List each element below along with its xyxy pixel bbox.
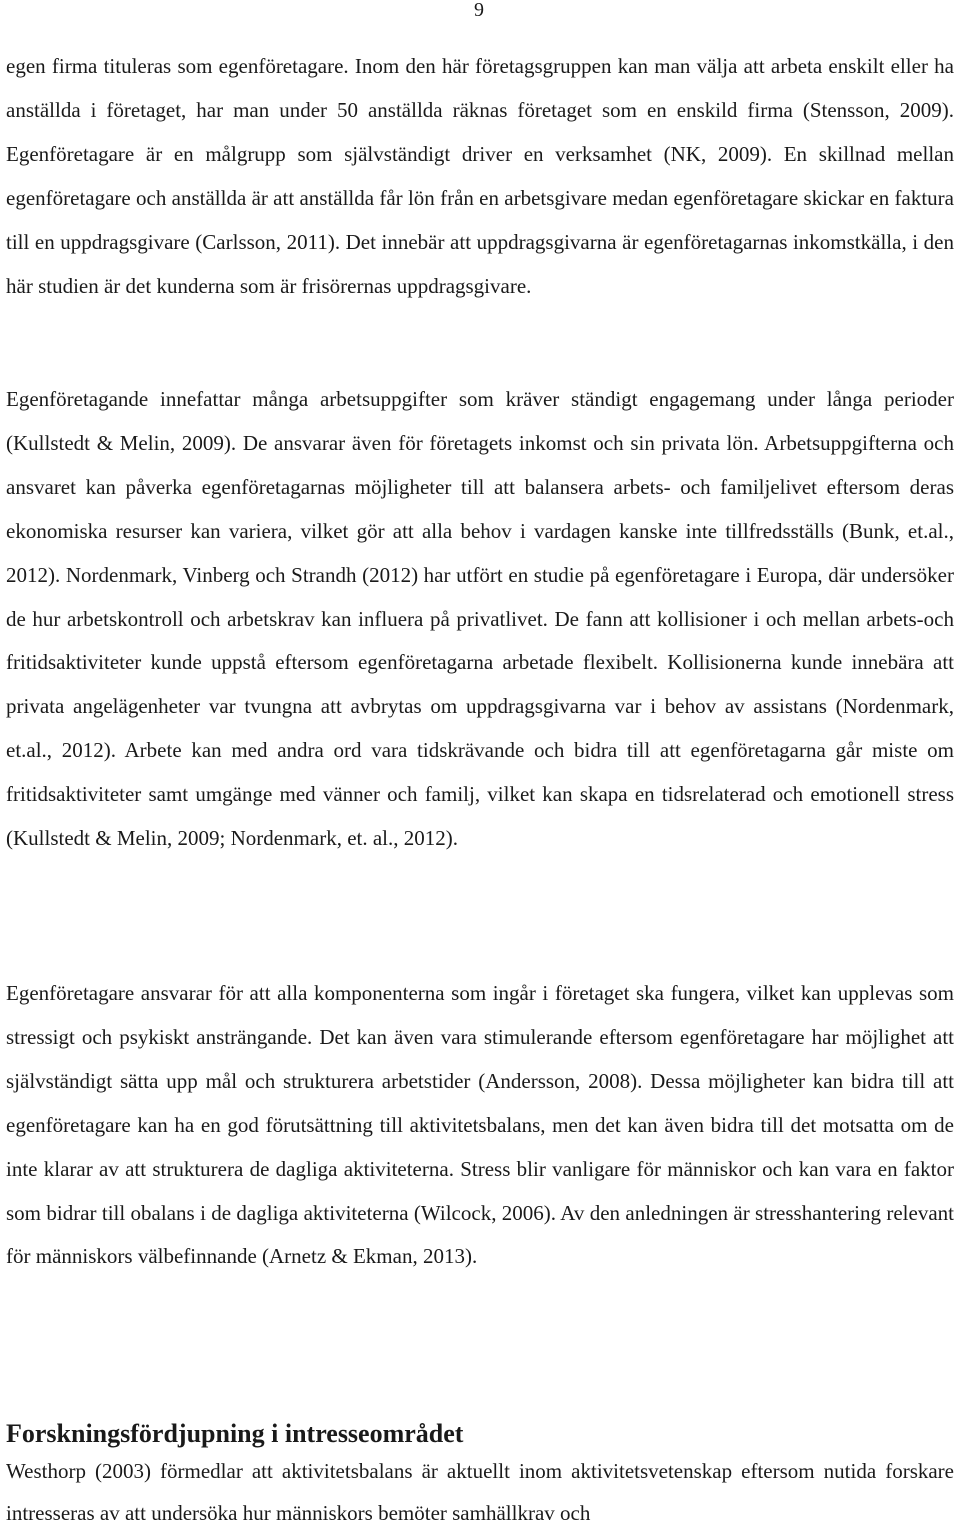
paragraph-2: Egenföretagande innefattar många arbetsuppgifter som kräver ständigt engagemang under långa perioder (Kullstedt & Melin, 2009). De ansvarar även för företagets inkomst och sin privata lön. Arbetsuppgifterna och ansvaret kan påverka egenföretagarnas möjligheter till att balansera arbets- och familjelivet eftersom deras ekonomiska resurser kan variera, vilket gör att alla behov i vardagen kanske inte tillfredsställs (Bunk, et.al., 2012). Nordenmark, Vinberg och Strandh (2012) har utfört en studie på egenföretagare i Europa, där undersöker de hur arbetskontroll och arbetskrav kan influera på privatlivet. De fann att kollisioner i och mellan arbets-och fritidsaktiviteter kunde uppstå eftersom egenföretagarna arbetade flexibelt. Kollisionerna kunde innebära att privata angelägenheter var tvungna att avbrytas om uppdragsgivarna var i behov av assistans (Nordenmark, et.al., 2012). Arbete kan med andra ord vara tidskrävande och bidra till att egenföretagarna går miste om fritidsaktiviteter samt umgänge med vänner och familj, vilket kan skapa en tidsrelaterad och emotionell stress (Kullstedt & Melin, 2009; Nordenmark, et. al., 2012). [6,387,954,851]
page-number: 9 [474,0,484,21]
section-paragraph: Westhorp (2003) förmedlar att aktivitetsbalans är aktuellt inom aktivitetsvetenskap eftersom nutida forskare intresseras av att undersöka hur människors bemöter samhällkrav och [6,1459,954,1525]
paragraph-3: Egenföretagare ansvarar för att alla komponenterna som ingår i företaget ska fungera, vilket kan upplevas som stressigt och psykiskt ansträngande. Det kan även vara stimulerande eftersom egenföretagare har möjlighet att självständigt sätta upp mål och strukturera arbetstider (Andersson, 2008). Dessa möjligheter kan bidra till att egenföretagare kan ha en god förutsättning till aktivitetsbalans, men det kan även bidra till det motsatta om de inte klarar av att strukturera de dagliga aktiviteterna. Stress blir vanligare för människor och kan vara en faktor som bidrar till obalans i de dagliga aktiviteterna (Wilcock, 2006). Av den anledningen är stresshantering relevant för människors välbefinnande (Arnetz & Ekman, 2013). [6,981,954,1269]
section-heading: Forskningsfördjupning i intresseområdet [6,1419,464,1448]
paragraph-1: egen firma tituleras som egenföretagare. Inom den här företagsgruppen kan man välja att arbeta enskilt eller ha anställda i företaget, har man under 50 anställda räknas företaget som en enskild firma (Stensson, 2009). Egenföretagare är en målgrupp som självständigt driver en verksamhet (NK, 2009). En skillnad mellan egenföretagare och anställda är att anställda får lön från en arbetsgivare medan egenföretagare skickar en faktura till en uppdragsgivare (Carlsson, 2011). Det innebär att uppdragsgivarna är egenföretagarnas inkomstkälla, i den här studien är det kunderna som är frisörernas uppdragsgivare. [6,54,954,298]
